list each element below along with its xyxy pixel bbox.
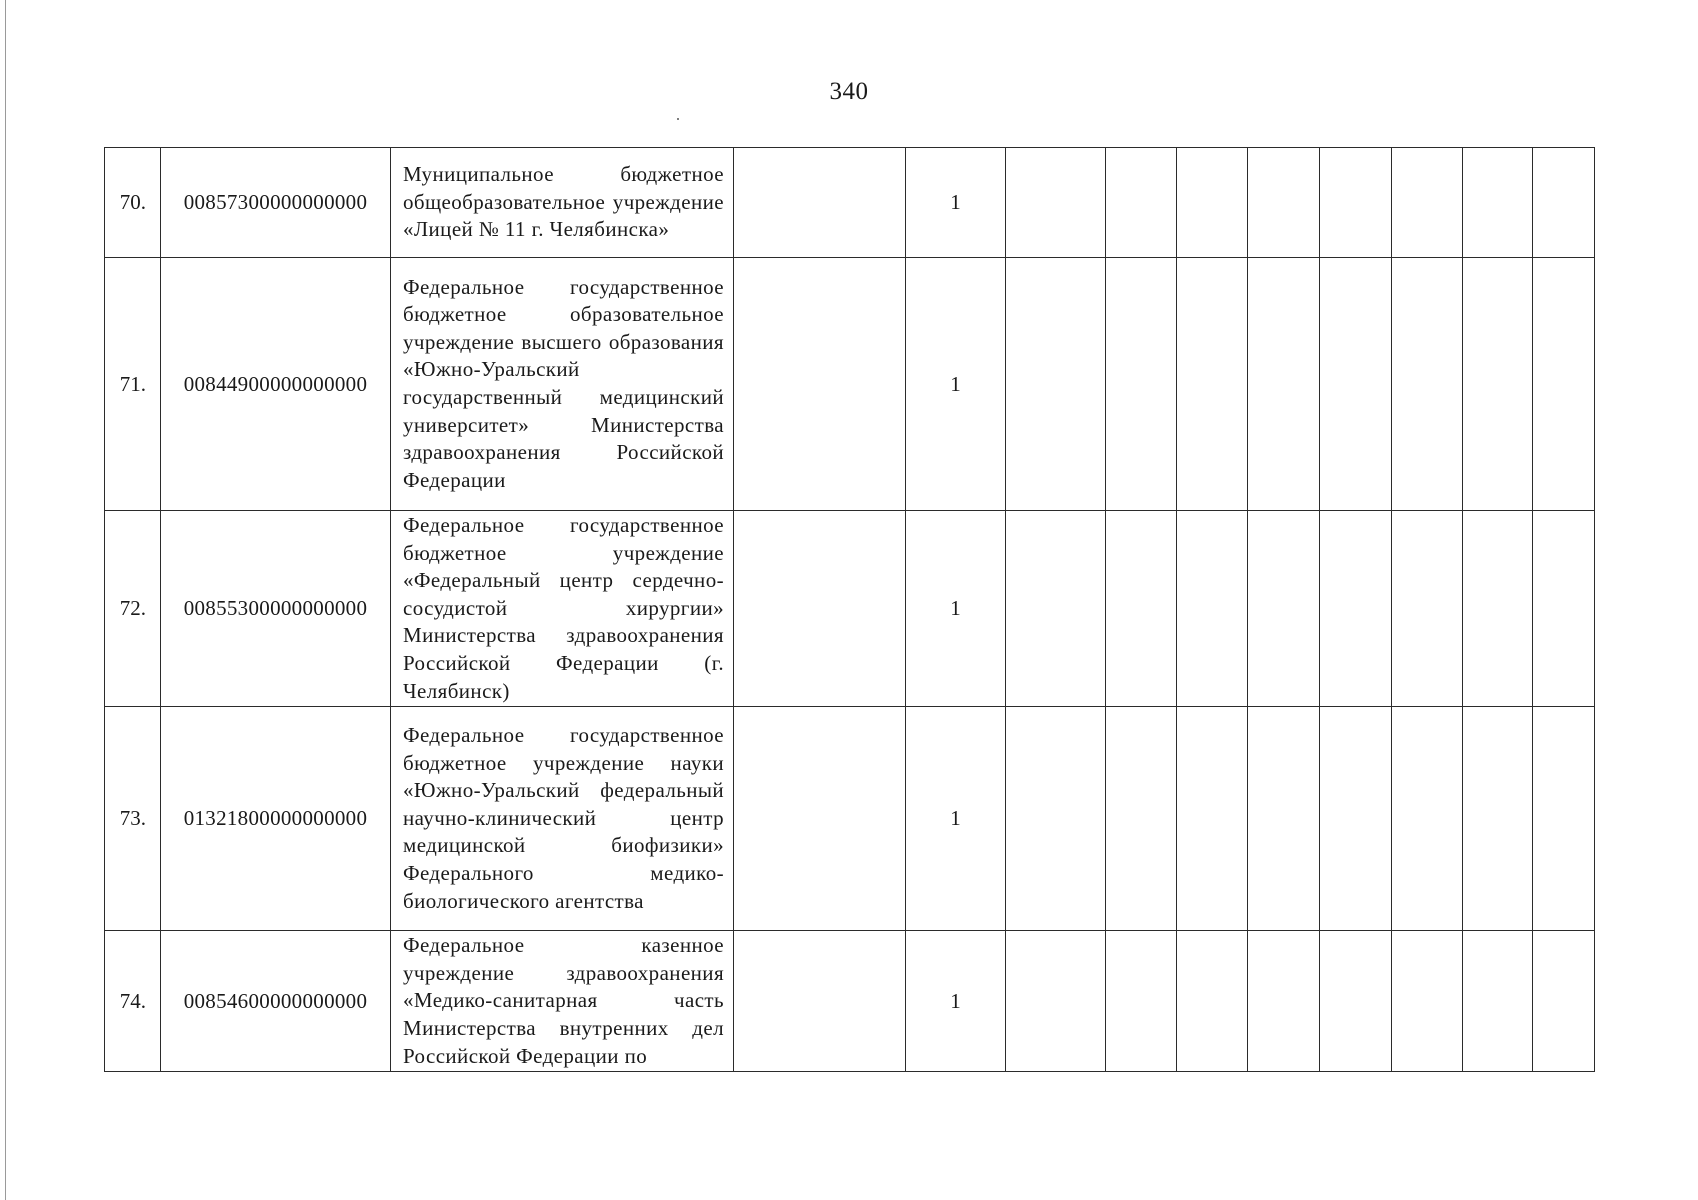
- empty-cell: [1106, 511, 1177, 707]
- table-row: [105, 707, 1595, 931]
- empty-cell: [1533, 148, 1595, 258]
- table-row: [105, 148, 1595, 258]
- empty-cell: [1177, 707, 1248, 931]
- empty-cell: [1463, 148, 1533, 258]
- empty-cell: [1320, 511, 1392, 707]
- institution-name: Федеральное государственное бюджетное учреждение «Федеральный центр сердечно-сосудистой хирургии» Министерства здравоохранения Российской Федерации (г. Челябинск): [403, 513, 724, 703]
- empty-cell: [1248, 148, 1320, 258]
- empty-cell: [1248, 258, 1320, 511]
- empty-cell: [734, 931, 906, 1072]
- empty-cell: [1392, 707, 1463, 931]
- empty-cell: [1392, 148, 1463, 258]
- empty-cell: [1177, 511, 1248, 707]
- quantity: 1: [906, 511, 1006, 707]
- quantity: 1: [906, 707, 1006, 931]
- empty-cell: [1106, 707, 1177, 931]
- empty-cell: [1006, 707, 1106, 931]
- institution-name-cell: [391, 707, 734, 931]
- empty-cell: [1463, 511, 1533, 707]
- empty-cell: [1006, 258, 1106, 511]
- empty-cell: [734, 707, 906, 931]
- quantity: 1: [906, 258, 1006, 511]
- institution-code: 00844900000000000: [161, 258, 391, 511]
- institution-code: 00854600000000000: [161, 931, 391, 1072]
- table-row: [105, 511, 1595, 707]
- institution-name: Муниципальное бюджетное общеобразовательное учреждение «Лицей № 11 г. Челябинска»: [403, 162, 724, 242]
- row-number: 74.: [105, 931, 161, 1072]
- empty-cell: [734, 511, 906, 707]
- empty-cell: [1106, 258, 1177, 511]
- institution-code: 01321800000000000: [161, 707, 391, 931]
- empty-cell: [1177, 931, 1248, 1072]
- row-number: 72.: [105, 511, 161, 707]
- registry-table: [104, 147, 1595, 1072]
- empty-cell: [1463, 258, 1533, 511]
- empty-cell: [1106, 931, 1177, 1072]
- row-number: 71.: [105, 258, 161, 511]
- row-number: 73.: [105, 707, 161, 931]
- empty-cell: [1177, 258, 1248, 511]
- institution-name: Федеральное государственное бюджетное учреждение науки «Южно-Уральский федеральный научно-клинический центр медицинской биофизики» Федерального медико-биологического агентства: [403, 723, 724, 913]
- table-row: [105, 258, 1595, 511]
- empty-cell: [1533, 258, 1595, 511]
- empty-cell: [1248, 707, 1320, 931]
- empty-cell: [1533, 707, 1595, 931]
- empty-cell: [1006, 931, 1106, 1072]
- empty-cell: [1006, 511, 1106, 707]
- empty-cell: [1392, 511, 1463, 707]
- quantity: 1: [906, 148, 1006, 258]
- institution-name-cell: [391, 931, 734, 1072]
- quantity: 1: [906, 931, 1006, 1072]
- institution-name-cell: [391, 148, 734, 258]
- empty-cell: [1320, 931, 1392, 1072]
- empty-cell: [1177, 148, 1248, 258]
- institution-code: 00857300000000000: [161, 148, 391, 258]
- table-row: [105, 931, 1595, 1072]
- empty-cell: [1463, 931, 1533, 1072]
- empty-cell: [1320, 148, 1392, 258]
- row-number: 70.: [105, 148, 161, 258]
- empty-cell: [1320, 707, 1392, 931]
- empty-cell: [1248, 931, 1320, 1072]
- empty-cell: [1533, 931, 1595, 1072]
- empty-cell: [1006, 148, 1106, 258]
- institution-name-cell: [391, 258, 734, 511]
- page-edge-line: [5, 0, 6, 1200]
- institution-code: 00855300000000000: [161, 511, 391, 707]
- scan-speck: [677, 118, 679, 120]
- empty-cell: [1248, 511, 1320, 707]
- empty-cell: [734, 258, 906, 511]
- institution-name: Федеральное государственное бюджетное образовательное учреждение высшего образования «Южно-Уральский государственный медицинский университет» Министерства здравоохранения Российской Федерации: [403, 274, 724, 492]
- institution-name-cell: [391, 511, 734, 707]
- empty-cell: [1533, 511, 1595, 707]
- empty-cell: [1392, 258, 1463, 511]
- institution-name: Федеральное казенное учреждение здравоохранения «Медико-санитарная часть Министерства внутренних дел Российской Федерации по: [403, 933, 724, 1068]
- empty-cell: [1392, 931, 1463, 1072]
- empty-cell: [734, 148, 906, 258]
- empty-cell: [1106, 148, 1177, 258]
- page-number: 340: [829, 78, 869, 105]
- empty-cell: [1320, 258, 1392, 511]
- empty-cell: [1463, 707, 1533, 931]
